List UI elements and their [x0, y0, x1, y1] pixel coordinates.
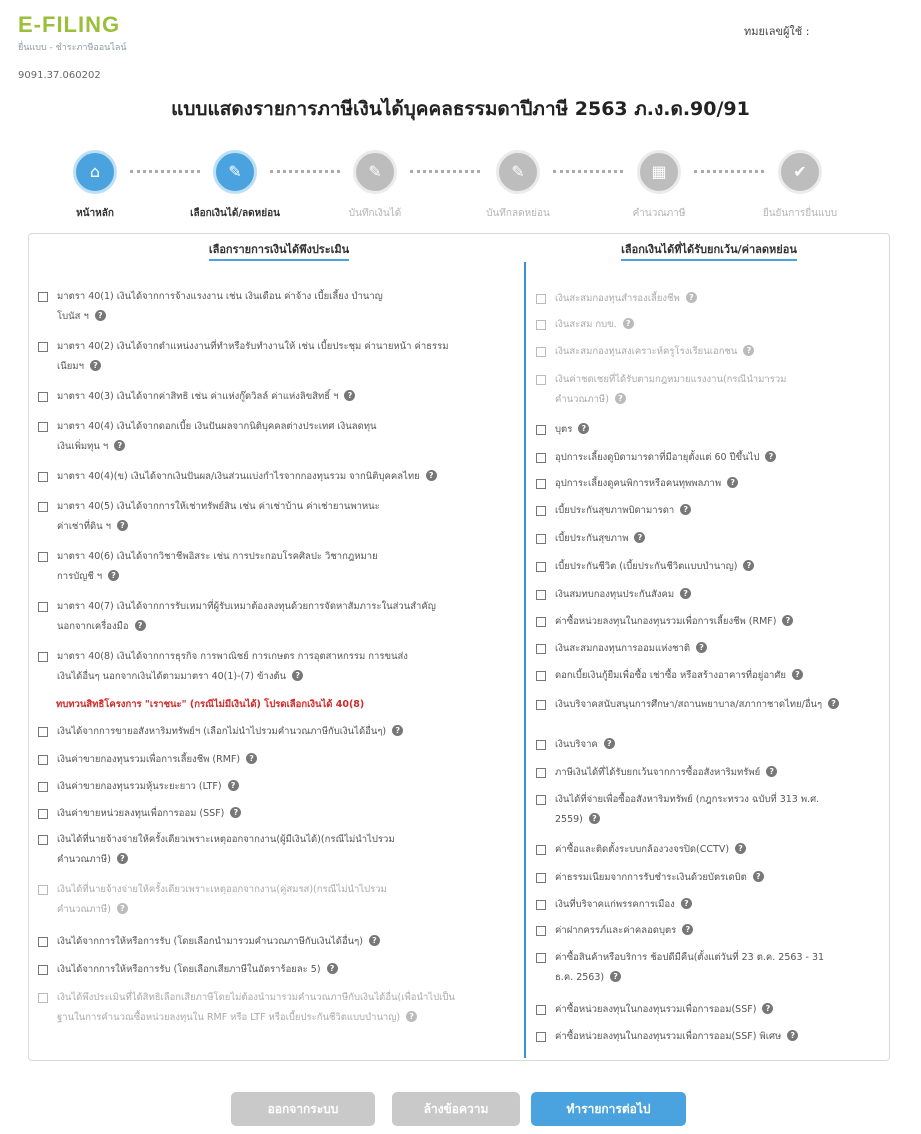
exemption-checkbox[interactable]	[536, 900, 546, 910]
option-line: เงินสะสมกองทุนสำรองเลี้ยงชีพ	[555, 293, 680, 304]
exemption-checkbox[interactable]	[536, 671, 546, 681]
step-label: เลือกเงินได้/ลดหย่อน	[190, 208, 280, 219]
progress-steps	[35, 150, 885, 220]
income-option-label	[57, 647, 408, 687]
option-line: มาตรา 40(5) เงินได้จากการให้เช่าทรัพย์สิน เช่น ค่าเช่าบ้าน ค่าเช่ายานพาหนะ	[57, 501, 380, 512]
exemption-option-label	[555, 868, 764, 888]
help-icon[interactable]: ?	[90, 360, 101, 371]
option-line: เงินบริจาค	[555, 739, 598, 750]
exemption-option[interactable]	[536, 1000, 871, 1020]
income-option-label	[57, 804, 241, 824]
income-checkbox[interactable]	[38, 809, 48, 819]
option-line: เงินได้ที่นายจ้างจ่ายให้ครั้งเดียวเพราะเหตุออกจากงาน(คู่สมรส)(กรณีไม่นำไปรวม	[57, 884, 387, 895]
option-line: ค่าซื้อหน่วยลงทุนในกองทุนรวมเพื่อการเลี้ยงชีพ (RMF)	[555, 616, 777, 627]
option-line: การบัญชี ฯ	[57, 571, 103, 582]
exemption-option-label	[555, 1000, 773, 1020]
option-line: เงินค่าขายกองทุนรวมเพื่อการเลี้ยงชีพ (RMF)	[57, 754, 241, 765]
exemption-option[interactable]	[536, 289, 871, 309]
option-line: มาตรา 40(6) เงินได้จากวิชาชีพอิสระ เช่น การประกอบโรคศิลปะ วิชากฎหมาย	[57, 551, 378, 562]
income-option-label	[57, 777, 239, 797]
note-icon: ✎	[496, 150, 540, 194]
help-icon[interactable]: ?	[766, 766, 777, 777]
help-icon[interactable]: ?	[792, 669, 803, 680]
exemption-checkbox[interactable]	[536, 562, 546, 572]
option-line: ค่าซื้อหน่วยลงทุนในกองทุนรวมเพื่อการออม(SSF) พิเศษ	[555, 1031, 782, 1042]
option-line: คำนวณภาษี)	[57, 854, 111, 865]
exemption-option[interactable]	[536, 529, 871, 549]
option-line: ภาษีเงินได้ที่ได้รับยกเว้นจากการซื้ออสังหาริมทรัพย์	[555, 767, 761, 778]
step-label: ยืนยันการยื่นแบบ	[762, 208, 838, 219]
exemption-option[interactable]	[536, 840, 871, 860]
exemption-option[interactable]	[536, 557, 871, 577]
income-option-label	[57, 880, 387, 920]
income-option[interactable]	[38, 830, 493, 870]
exemption-checkbox[interactable]	[536, 873, 546, 883]
exemption-option[interactable]	[536, 695, 871, 715]
option-line: เงินได้ที่นายจ้างจ่ายให้ครั้งเดียวเพราะเหตุออกจากงาน(ผู้มีเงินได้)(กรณีไม่นำไปรวม	[57, 834, 395, 845]
exemption-checkbox[interactable]	[536, 1032, 546, 1042]
option-line: มาตรา 40(4) เงินได้จากดอกเบี้ย เงินปันผลจากนิติบุคคลต่างประเทศ เงินลดทุน	[57, 421, 377, 432]
exemption-option-label	[555, 448, 776, 468]
exemption-checkbox[interactable]	[536, 768, 546, 778]
step-record-deduction	[458, 150, 578, 221]
income-checkbox[interactable]	[38, 937, 48, 947]
option-line: มาตรา 40(2) เงินได้จากตำแหน่งงานที่ทำหรือรับทำงานให้ เช่น เบี้ยประชุม ค่านายหน้า ค่าธรรม	[57, 341, 449, 352]
income-option-label	[57, 417, 377, 457]
exemption-option[interactable]	[536, 895, 871, 915]
exemption-checkbox[interactable]	[536, 700, 546, 710]
exemption-checkbox[interactable]	[536, 347, 546, 357]
help-icon[interactable]: ?	[292, 670, 303, 681]
exemption-option[interactable]	[536, 585, 871, 605]
income-checkbox[interactable]	[38, 993, 48, 1003]
help-icon[interactable]: ?	[392, 725, 403, 736]
option-line: เงินสะสมกองทุนการออมแห่งชาติ	[555, 643, 691, 654]
exemption-option[interactable]	[536, 474, 871, 494]
option-line: มาตรา 40(1) เงินได้จากการจ้างแรงงาน เช่น เงินเดือน ค่าจ้าง เบี้ยเลี้ยง บำนาญ	[57, 291, 383, 302]
option-line: ค่าซื้อสินค้าหรือบริการ ช้อปดีมีคืน(ตั้งแต่วันที่ 23 ต.ค. 2563 - 31	[555, 952, 825, 963]
help-icon[interactable]: ?	[246, 753, 257, 764]
help-icon[interactable]: ?	[828, 698, 839, 709]
exemption-option-label	[555, 895, 692, 915]
help-icon[interactable]: ?	[765, 451, 776, 462]
help-icon[interactable]: ?	[589, 813, 600, 824]
exemption-checkbox[interactable]	[536, 453, 546, 463]
exemption-option-label	[555, 315, 634, 335]
income-option-label	[57, 988, 455, 1028]
exemption-checkbox[interactable]	[536, 926, 546, 936]
option-line: ค่าซื้อหน่วยลงทุนในกองทุนรวมเพื่อการออม(SSF)	[555, 1004, 757, 1015]
exemption-checkbox[interactable]	[536, 294, 546, 304]
option-line: เงินบริจาคสนับสนุนการศึกษา/สถานพยาบาล/สภากาชาดไทย/อื่นๆ	[555, 699, 823, 710]
option-line: เงินได้จากการให้หรือการรับ (โดยเลือกเสียภาษีในอัตราร้อยละ 5)	[57, 964, 321, 975]
exemption-checkbox[interactable]	[536, 644, 546, 654]
exemption-option[interactable]	[536, 790, 871, 830]
option-line: นอกจากเครื่องมือ	[57, 621, 129, 632]
exemption-checkbox[interactable]	[536, 320, 546, 330]
help-icon[interactable]: ?	[762, 1003, 773, 1014]
exemption-option[interactable]	[536, 868, 871, 888]
exemption-option[interactable]	[536, 370, 871, 410]
exemption-checkbox[interactable]	[536, 506, 546, 516]
exemption-checkbox[interactable]	[536, 534, 546, 544]
exemption-option[interactable]	[536, 420, 871, 440]
help-icon[interactable]: ?	[634, 532, 645, 543]
help-icon[interactable]: ?	[344, 390, 355, 401]
income-checkbox[interactable]	[38, 472, 48, 482]
exemption-checkbox[interactable]	[536, 953, 546, 963]
help-icon[interactable]: ?	[615, 393, 626, 404]
option-line: เงินที่บริจาคแก่พรรคการเมือง	[555, 899, 675, 910]
income-option-label	[57, 467, 437, 487]
income-option[interactable]	[38, 880, 493, 920]
help-icon[interactable]: ?	[686, 292, 697, 303]
income-checkbox[interactable]	[38, 782, 48, 792]
exemption-option-label	[555, 840, 746, 860]
option-line: ฐานในการคำนวณซื้อหน่วยลงทุนใน RMF หรือ LTF หรือเบี้ยประกันชีวิตแบบบำนาญ)	[57, 1012, 401, 1023]
income-option[interactable]	[38, 387, 493, 407]
income-checkbox[interactable]	[38, 727, 48, 737]
exemption-option-label	[555, 420, 589, 440]
option-line: อุปการะเลี้ยงดูบิดามารดาที่มีอายุตั้งแต่ 60 ปีขึ้นไป	[555, 452, 760, 463]
step-confirm	[740, 150, 860, 221]
exemption-option-label	[555, 695, 839, 715]
clear-button[interactable]: ล้างข้อความ	[392, 1092, 520, 1126]
exemption-option-label	[555, 735, 615, 755]
exemption-option-label	[555, 557, 754, 577]
income-option[interactable]	[38, 750, 493, 770]
income-checkbox[interactable]	[38, 292, 48, 302]
step-label: บันทึกเงินได้	[348, 208, 402, 219]
option-line: เงินได้ที่จ่ายเพื่อซื้ออสังหาริมทรัพย์ (กฎกระทรวง ฉบับที่ 313 พ.ศ.	[555, 794, 820, 805]
step-label: คำนวณภาษี	[632, 208, 686, 219]
help-icon[interactable]: ?	[727, 477, 738, 488]
exemption-option-label	[555, 790, 819, 830]
help-icon[interactable]: ?	[117, 853, 128, 864]
option-line: เงินสะสมกองทุนสงเคราะห์ครูโรงเรียนเอกชน	[555, 346, 738, 357]
income-option[interactable]	[38, 417, 493, 457]
calc-icon: ▦	[637, 150, 681, 194]
help-icon[interactable]: ?	[117, 903, 128, 914]
help-icon[interactable]: ?	[426, 470, 437, 481]
income-checkbox[interactable]	[38, 342, 48, 352]
option-line: เบี้ยประกันสุขภาพบิดามารดา	[555, 505, 675, 516]
exemption-option[interactable]	[536, 1027, 871, 1047]
step-home[interactable]	[35, 150, 155, 221]
help-icon[interactable]: ?	[610, 971, 621, 982]
income-checkbox[interactable]	[38, 652, 48, 662]
income-option-label	[57, 932, 380, 952]
income-checkbox[interactable]	[38, 392, 48, 402]
exemption-option-label	[555, 342, 754, 362]
income-option[interactable]	[38, 960, 493, 980]
option-line: ดอกเบี้ยเงินกู้ยืมเพื่อซื้อ เช่าซื้อ หรือสร้างอาคารที่อยู่อาศัย	[555, 670, 786, 681]
income-option-label	[57, 830, 395, 870]
step-record-income	[315, 150, 435, 221]
income-option[interactable]	[38, 337, 493, 377]
option-line: คำนวณภาษี)	[57, 904, 111, 915]
exemption-checkbox[interactable]	[536, 845, 546, 855]
edit-icon: ✎	[213, 150, 257, 194]
help-icon[interactable]: ?	[696, 642, 707, 653]
help-icon[interactable]: ?	[135, 620, 146, 631]
exemption-checkbox[interactable]	[536, 740, 546, 750]
income-option[interactable]	[38, 467, 493, 487]
note-icon: ✎	[353, 150, 397, 194]
income-option-label	[57, 750, 257, 770]
help-icon[interactable]: ?	[681, 898, 692, 909]
help-icon[interactable]: ?	[230, 807, 241, 818]
help-icon[interactable]: ?	[228, 780, 239, 791]
income-option[interactable]	[38, 547, 493, 587]
step-label: บันทึกลดหย่อน	[486, 208, 550, 219]
help-icon[interactable]: ?	[604, 738, 615, 749]
income-option[interactable]	[38, 647, 493, 687]
option-line: เงินค่าชดเชยที่ได้รับตามกฎหมายแรงงาน(กรณีนำมารวม	[555, 374, 787, 385]
exemption-option[interactable]	[536, 666, 871, 686]
exemption-option-label	[555, 370, 786, 410]
income-option[interactable]	[38, 988, 493, 1028]
income-option-label	[57, 722, 403, 742]
exemption-option-label	[555, 948, 824, 988]
help-icon[interactable]: ?	[735, 843, 746, 854]
help-icon[interactable]: ?	[108, 570, 119, 581]
option-line: เงินได้พึงประเมินที่ได้สิทธิเลือกเสียภาษีโดยไม่ต้องนำมารวมคำนวณภาษีกับเงินได้อื่น(เพื่อนำไปเป็น	[57, 992, 455, 1003]
exemption-option-label	[555, 529, 645, 549]
option-line: คำนวณภาษี)	[555, 394, 609, 405]
logo-text: E-FILING	[18, 12, 121, 37]
logout-button[interactable]: ออกจากระบบ	[231, 1092, 375, 1126]
income-checkbox[interactable]	[38, 602, 48, 612]
exemption-option[interactable]	[536, 612, 871, 632]
help-icon[interactable]: ?	[406, 1011, 417, 1022]
option-line: มาตรา 40(8) เงินได้จากการธุรกิจ การพาณิชย์ การเกษตร การอุตสาหกรรม การขนส่ง	[57, 651, 408, 662]
option-line: เบี้ยประกันสุขภาพ	[555, 533, 629, 544]
help-icon[interactable]: ?	[327, 963, 338, 974]
exemption-option-label	[555, 921, 693, 941]
option-line: บุตร	[555, 424, 573, 435]
exemption-option[interactable]	[536, 763, 871, 783]
exemption-option[interactable]	[536, 342, 871, 362]
option-line: อุปการะเลี้ยงดูคนพิการหรือคนทุพพลภาพ	[555, 478, 722, 489]
exemption-option[interactable]	[536, 501, 871, 521]
help-icon[interactable]: ?	[114, 440, 125, 451]
exemption-column-heading: เลือกเงินได้ที่ได้รับยกเว้น/ค่าลดหย่อน	[534, 240, 884, 258]
income-option[interactable]	[38, 722, 493, 742]
exemption-option-label	[555, 1027, 798, 1047]
income-option-label	[57, 287, 383, 327]
logo-subtitle: ยื่นแบบ - ชำระภาษีออนไลน์	[18, 43, 127, 53]
option-line: เงินค่าขายกองทุนรวมหุ้นระยะยาว (LTF)	[57, 781, 222, 792]
income-option-label	[57, 547, 378, 587]
exemption-checkbox[interactable]	[536, 1005, 546, 1015]
next-button[interactable]: ทำรายการต่อไป	[531, 1092, 686, 1126]
page-title: แบบแสดงรายการภาษีเงินได้บุคคลธรรมดาปีภาษี 2563 ภ.ง.ด.90/91	[171, 98, 750, 120]
exemption-option[interactable]	[536, 448, 871, 468]
income-option-label	[57, 337, 448, 377]
income-checkbox[interactable]	[38, 755, 48, 765]
help-icon[interactable]: ?	[787, 1030, 798, 1041]
income-option[interactable]	[38, 932, 493, 952]
help-icon[interactable]: ?	[743, 345, 754, 356]
option-line: ธ.ค. 2563)	[555, 972, 605, 983]
option-line: เงินสมทบกองทุนประกันสังคม	[555, 589, 675, 600]
income-checkbox[interactable]	[38, 422, 48, 432]
option-line: เงินเพิ่มทุน ฯ	[57, 441, 109, 452]
option-line: มาตรา 40(4)(ข) เงินได้จากเงินปันผล/เงินส่วนแบ่งกำไรจากกองทุนรวม จากนิติบุคคลไทย	[57, 471, 420, 482]
exemption-option[interactable]	[536, 735, 871, 755]
help-icon[interactable]: ?	[782, 615, 793, 626]
option-line: เงินค่าขายหน่วยลงทุนเพื่อการออม (SSF)	[57, 808, 225, 819]
help-icon[interactable]: ?	[623, 318, 634, 329]
option-line: ค่าฝากครรภ์และค่าคลอดบุตร	[555, 925, 677, 936]
help-icon[interactable]: ?	[680, 588, 691, 599]
income-option-label	[57, 387, 355, 407]
income-option-label	[57, 497, 380, 537]
income-option[interactable]	[38, 804, 493, 824]
income-column-heading: เลือกรายการเงินได้พึงประเมิน	[59, 240, 499, 258]
option-line: มาตรา 40(3) เงินได้จากค่าสิทธิ เช่น ค่าแห่งกู๊ดวิลล์ ค่าแห่งลิขสิทธิ์ ฯ	[57, 391, 339, 402]
exemption-option[interactable]	[536, 921, 871, 941]
help-icon[interactable]: ?	[578, 423, 589, 434]
exemption-option[interactable]	[536, 315, 871, 335]
exemption-checkbox[interactable]	[536, 375, 546, 385]
taxpayer-id-label: ทมยเลขผู้ใช้ :	[744, 25, 810, 38]
income-option-label	[57, 597, 436, 637]
column-divider	[524, 262, 526, 1058]
income-option[interactable]	[38, 597, 493, 637]
exemption-checkbox[interactable]	[536, 479, 546, 489]
help-icon[interactable]: ?	[680, 504, 691, 515]
option-line: เนียมฯ	[57, 361, 84, 372]
option-line: เงินได้จากการให้หรือการรับ (โดยเลือกนำมารวมคำนวณภาษีกับเงินได้อื่นๆ)	[57, 936, 363, 947]
help-icon[interactable]: ?	[117, 520, 128, 531]
exemption-checkbox[interactable]	[536, 590, 546, 600]
home-icon: ⌂	[73, 150, 117, 194]
exemption-checkbox[interactable]	[536, 617, 546, 627]
confirm-icon: ✔	[778, 150, 822, 194]
option-line: ค่าเช่าที่ดิน ฯ	[57, 521, 111, 532]
income-checkbox[interactable]	[38, 835, 48, 845]
exemption-option-label	[555, 474, 738, 494]
income-option[interactable]	[38, 287, 493, 327]
help-icon[interactable]: ?	[753, 871, 764, 882]
option-line: 2559)	[555, 814, 583, 825]
exemption-option-label	[555, 585, 691, 605]
exemption-option-label	[555, 639, 707, 659]
exemption-option-label	[555, 612, 793, 632]
notice-text: ทบทวนสิทธิโครงการ "เราชนะ" (กรณีไม่มีเงินได้) โปรดเลือกเงินได้ 40(8)	[56, 699, 365, 710]
exemption-option-label	[555, 763, 777, 783]
exemption-option[interactable]	[536, 948, 871, 988]
income-checkbox[interactable]	[38, 965, 48, 975]
income-checkbox[interactable]	[38, 502, 48, 512]
option-line: ค่าซื้อและติดตั้งระบบกล้องวงจรปิด(CCTV)	[555, 844, 730, 855]
exemption-option[interactable]	[536, 639, 871, 659]
exemption-checkbox[interactable]	[536, 425, 546, 435]
step-label: หน้าหลัก	[76, 208, 114, 219]
exemption-checkbox[interactable]	[536, 795, 546, 805]
option-line: เงินสะสม กบข.	[555, 319, 617, 330]
income-option-label	[57, 960, 338, 980]
help-icon[interactable]: ?	[95, 310, 106, 321]
exemption-option-label	[555, 289, 697, 309]
help-icon[interactable]: ?	[369, 935, 380, 946]
income-option[interactable]	[38, 777, 493, 797]
exemption-option-label	[555, 501, 691, 521]
help-icon[interactable]: ?	[682, 924, 693, 935]
income-checkbox[interactable]	[38, 885, 48, 895]
income-option[interactable]	[38, 497, 493, 537]
help-icon[interactable]: ?	[743, 560, 754, 571]
step-calculate	[599, 150, 719, 221]
option-line: มาตรา 40(7) เงินได้จากการรับเหมาที่ผู้รับเหมาต้องลงทุนด้วยการจัดหาสัมภาระในส่วนสำคัญ	[57, 601, 436, 612]
option-line: เงินได้จากการขายอสังหาริมทรัพย์ฯ (เลือกไม่นำไปรวมคำนวณภาษีกับเงินได้อื่นๆ)	[57, 726, 387, 737]
income-checkbox[interactable]	[38, 552, 48, 562]
step-select-income[interactable]	[175, 150, 295, 221]
option-line: โบนัส ฯ	[57, 311, 89, 322]
option-line: เบี้ยประกันชีวิต (เบี้ยประกันชีวิตแบบบำนาญ)	[555, 561, 738, 572]
exemption-option-label	[555, 666, 803, 686]
option-line: เงินได้อื่นๆ นอกจากเงินได้ตามมาตรา 40(1)-(7) ข้างต้น	[57, 671, 287, 682]
form-code: 9091.37.060202	[18, 70, 101, 81]
efiling-logo	[18, 12, 127, 54]
option-line: ค่าธรรมเนียมจากการรับชำระเงินด้วยบัตรเดบิต	[555, 872, 747, 883]
